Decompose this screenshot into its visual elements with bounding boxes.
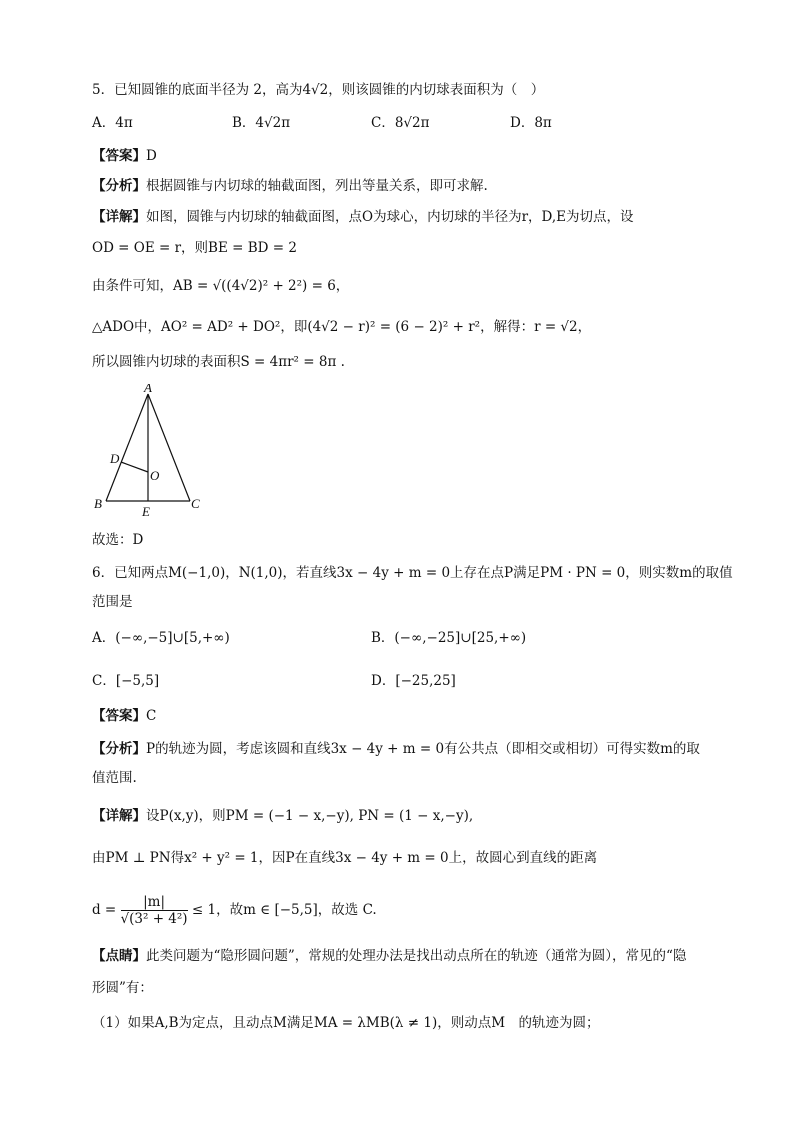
fraction-denominator: √(3² + 4²) bbox=[120, 911, 188, 927]
q5-option-b: B．4√2π bbox=[232, 115, 291, 131]
q5-detail-3: 由条件可知，AB = √((4√2)² + 2²) = 6， bbox=[92, 278, 350, 294]
distance-fraction bbox=[121, 894, 188, 927]
detail-text: 设P(x,y)，则PM = (−1 − x,−y), PN = (1 − x,−y), bbox=[146, 808, 474, 824]
detail-text: 如图，圆锥与内切球的轴截面图，点O为球心，内切球的半径为r，D,E为切点，设 bbox=[146, 209, 634, 225]
q6-option-c: C．[−5,5] bbox=[92, 673, 160, 689]
label-d: D bbox=[110, 451, 120, 466]
comment-tag: 【点睛】 bbox=[92, 948, 146, 964]
q5-detail-2: OD = OE = r，则BE = BD = 2 bbox=[92, 240, 297, 256]
q6-analysis-2: 值范围. bbox=[92, 770, 137, 786]
q5-stem: 5．已知圆锥的底面半径为 2，高为4√2，则该圆锥的内切球表面积为（ ） bbox=[92, 82, 545, 98]
distance-rest: ≤ 1，故m ∈ [−5,5]，故选 C. bbox=[191, 902, 377, 918]
q6-option-a: A．(−∞,−5]∪[5,+∞) bbox=[92, 630, 230, 646]
q5-detail-1 bbox=[92, 207, 634, 227]
analysis-text: P的轨迹为圆，考虑该圆和直线3x − 4y + m = 0有公共点（即相交或相切）可得实数m的取 bbox=[146, 741, 700, 757]
q5-answer bbox=[92, 146, 157, 166]
q6-answer bbox=[92, 706, 156, 726]
answer-value: C bbox=[146, 708, 157, 724]
analysis-tag: 【分析】 bbox=[92, 178, 146, 194]
label-c: C bbox=[191, 496, 200, 511]
q5-analysis bbox=[92, 176, 488, 196]
q5-option-a: A．4π bbox=[92, 115, 133, 131]
q6-comment-2: 形圆”有： bbox=[92, 980, 153, 996]
label-e: E bbox=[142, 504, 150, 519]
comment-text: 此类问题为“隐形圆问题”，常规的处理办法是找出动点所在的轨迹（通常为圆），常见的“隐 bbox=[146, 948, 687, 964]
side-ab bbox=[106, 394, 148, 501]
q6-detail-3 bbox=[92, 893, 377, 927]
cone-cross-section-figure bbox=[88, 384, 218, 519]
q6-option-b: B．(−∞,−25]∪[25,+∞) bbox=[371, 630, 527, 646]
q5-option-d: D．8π bbox=[510, 115, 552, 131]
detail-tag: 【详解】 bbox=[92, 209, 146, 225]
label-b: B bbox=[94, 496, 102, 511]
detail-tag: 【详解】 bbox=[92, 808, 146, 824]
answer-tag: 【答案】 bbox=[92, 148, 146, 164]
analysis-text: 根据圆锥与内切球的轴截面图，列出等量关系，即可求解. bbox=[146, 178, 488, 194]
q6-detail-2: 由PM ⊥ PN得x² + y² = 1，因P在直线3x − 4y + m = 0上，故圆心到直线的距离 bbox=[92, 850, 598, 866]
q5-option-c: C．8√2π bbox=[371, 115, 430, 131]
q5-detail-4: △ADO中，AO² = AD² + DO²，即(4√2 − r)² = (6 − 2)² + r²，解得：r = √2， bbox=[92, 319, 592, 335]
q5-detail-5: 所以圆锥内切球的表面积S = 4πr² = 8π . bbox=[92, 354, 345, 370]
q6-detail-1 bbox=[92, 806, 473, 826]
label-o: O bbox=[150, 468, 160, 483]
q6-stem-1: 6．已知两点M(−1,0)，N(1,0)，若直线3x − 4y + m = 0上存在点P满足PM · PN = 0，则实数m的取值 bbox=[92, 565, 733, 581]
label-a: A bbox=[144, 384, 152, 395]
q6-option-d: D．[−25,25] bbox=[371, 673, 456, 689]
distance-label: d = bbox=[92, 902, 117, 918]
answer-value: D bbox=[146, 148, 157, 164]
q6-stem-2: 范围是 bbox=[92, 594, 133, 610]
analysis-tag: 【分析】 bbox=[92, 741, 146, 757]
answer-tag: 【答案】 bbox=[92, 708, 146, 724]
q6-comment-3: （1）如果A,B为定点，且动点M满足MA = λMB(λ ≠ 1)，则动点M 的轨迹为圆； bbox=[92, 1015, 600, 1031]
side-ac bbox=[148, 394, 190, 501]
radius-do bbox=[121, 462, 148, 472]
q6-comment-1 bbox=[92, 946, 686, 966]
q5-conclusion: 故选：D bbox=[92, 532, 144, 548]
q6-analysis-1 bbox=[92, 739, 700, 759]
fraction-numerator: |m| bbox=[121, 894, 188, 911]
